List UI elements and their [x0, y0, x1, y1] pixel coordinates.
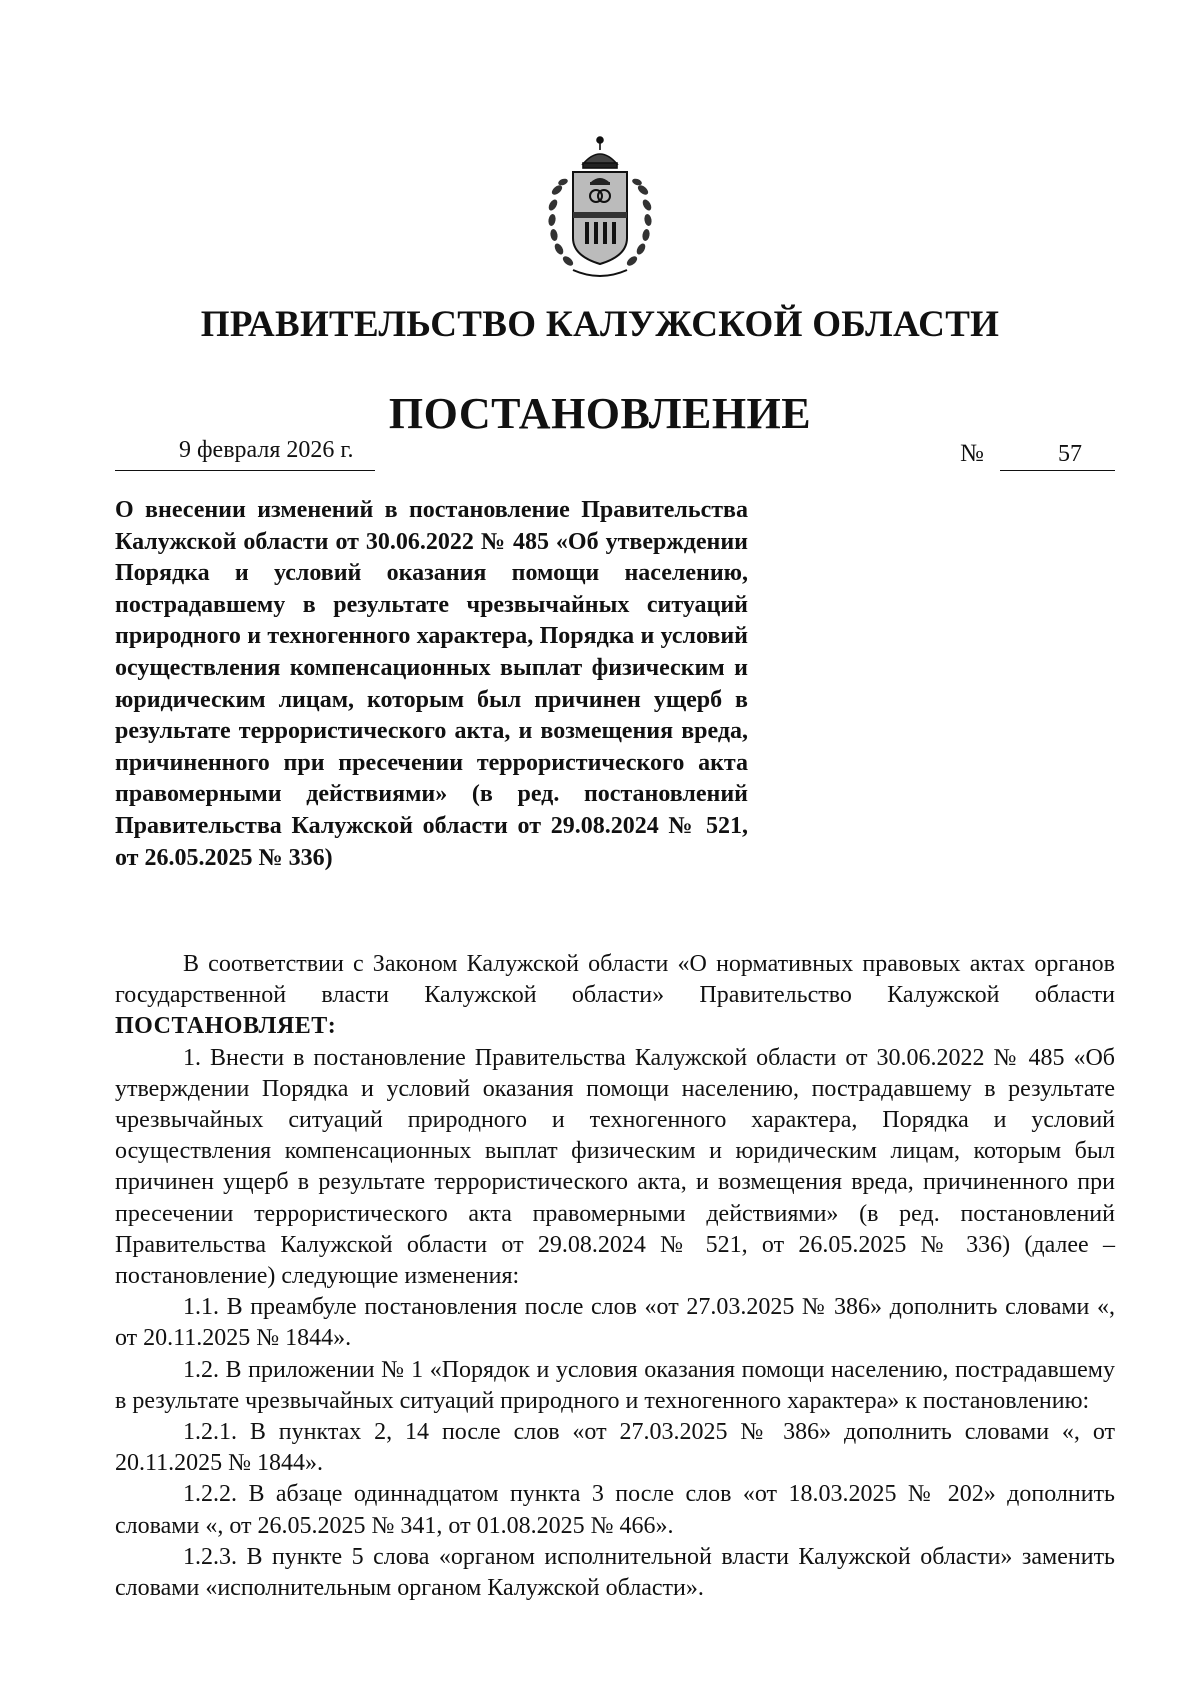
document-type-title: ПОСТАНОВЛЕНИЕ: [388, 389, 812, 438]
body-paragraph: 1.2.1. В пунктах 2, 14 после слов «от 27.03.2025 № 386» дополнить словами «, от 20.11.2025 № 1844».: [115, 1419, 1115, 1477]
document-body: [115, 949, 1115, 1604]
body-paragraph: 1.1. В преамбуле постановления после слов «от 27.03.2025 № 386» дополнить словами «, от 20.11.2025 № 1844».: [115, 1294, 1115, 1352]
government-title: ПРАВИТЕЛЬСТВО КАЛУЖСКОЙ ОБЛАСТИ: [200, 304, 1000, 345]
body-paragraph: 1.2.3. В пункте 5 слова «органом исполнительной власти Калужской области» заменить словами «исполнительным органом Калужской области».: [115, 1543, 1115, 1602]
decree-word: ПОСТАНОВЛЯЕТ:: [115, 1013, 337, 1040]
document-number: 57: [1058, 441, 1082, 467]
kaluga-region-coat-of-arms-icon: [543, 130, 657, 282]
preamble-text: В соответствии с Законом Калужской области «О нормативных правовых актах органов государственной власти Калужской области» Правительство Калужской области: [115, 951, 1115, 1009]
document-date-field: [115, 434, 375, 471]
body-paragraph: 1.2.2. В абзаце одиннадцатом пункта 3 после слов «от 18.03.2025 № 202» дополнить словами «, от 26.05.2025 № 341, от 01.08.2025 № 466».: [115, 1481, 1115, 1539]
body-paragraph: 1.2. В приложении № 1 «Порядок и условия оказания помощи населению, пострадавшему в результате чрезвычайных ситуаций природного и техногенного характера» к постановлению:: [115, 1356, 1115, 1414]
preamble-paragraph: [115, 949, 1115, 1043]
body-paragraph: 1. Внести в постановление Правительства Калужской области от 30.06.2022 № 485 «Об утверждении Порядка и условий оказания помощи населению, пострадавшему в результате чрезвычайных ситуаций природного и техногенного характера, Порядка и условий осуществления компенсационных выплат физическим и юридическим лицам, которым был причинен ущерб в результате террористического акта, и возмещения вреда, причиненного при пресечении террористического акта правомерными действиями» (в ред. постановлений Правительства Калужской области от 29.08.2024 № 521, от 26.05.2025 № 336) (далее – постановление) следующие изменения:: [115, 1044, 1115, 1290]
document-number-label: №: [960, 440, 984, 467]
document-date: 9 февраля 2026 г.: [179, 437, 354, 463]
document-subject: О внесении изменений в постановление Правительства Калужской области от 30.06.2022 № 485 «Об утверждении Порядка и условий оказания помощи населению, пострадавшему в результате чрезвычайных ситуаций природного и техногенного характера, Порядка и условий осуществления компенсационных выплат физическим и юридическим лицам, которым был причинен ущерб в результате террористического акта, и возмещения вреда, причиненного при пресечении террористического акта правомерными действиями» (в ред. постановлений Правительства Калужской области от 29.08.2024 № 521, от 26.05.2025 № 336): [115, 497, 748, 871]
document-number-field: [1000, 434, 1115, 471]
